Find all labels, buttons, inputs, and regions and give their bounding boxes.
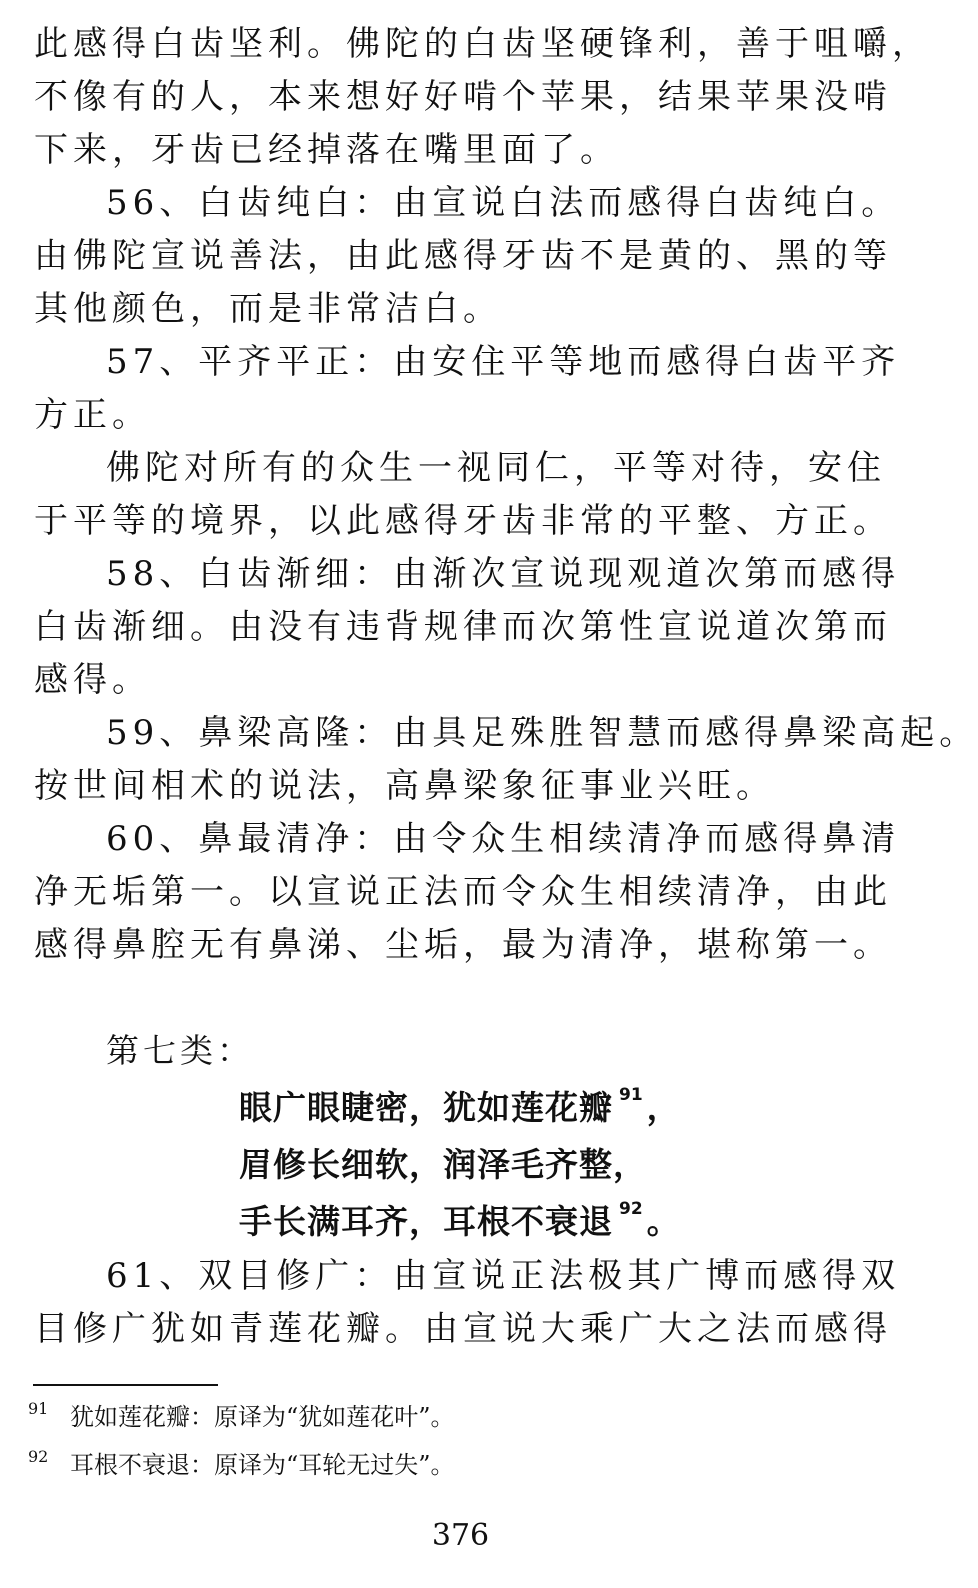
text-line: 不像有的人，本来想好好啃个苹果，结果苹果没啃 [34, 77, 892, 117]
footnotes [28, 1400, 888, 1496]
page-number: 376 [431, 1518, 490, 1553]
verse-text: 眼广眼睫密，犹如莲花瓣 [239, 1088, 613, 1127]
footnote-number: 92 [28, 1447, 49, 1466]
footnote-marker[interactable]: 92 [619, 1199, 643, 1219]
verse-line [34, 1079, 874, 1136]
verse-punct: 。 [646, 1202, 681, 1241]
footnote-number: 91 [28, 1399, 49, 1418]
text-line: 其他颜色，而是非常洁白。 [34, 289, 502, 329]
text-line: 57、平齐平正：由安住平等地而感得白齿平齐 [106, 342, 901, 382]
footnote-marker[interactable]: 91 [619, 1085, 643, 1105]
text-line: 目修广犹如青莲花瓣。由宣说大乘广大之法而感得 [34, 1309, 892, 1349]
footnote-item [28, 1448, 888, 1496]
text-line: 58、白齿渐细：由渐次宣说现观道次第而感得 [106, 554, 901, 594]
text-line: 白齿渐细。由没有违背规律而次第性宣说道次第而 [34, 607, 892, 647]
footnote-item [28, 1400, 888, 1448]
verse-line [34, 1193, 874, 1250]
text-line: 61、双目修广：由宣说正法极其广博而感得双 [106, 1256, 901, 1296]
text-line: 佛陀对所有的众生一视同仁，平等对待，安住 [106, 448, 886, 488]
footnote-text: 耳根不衰退：原译为“耳轮无过失”。 [70, 1451, 455, 1479]
text-line: 于平等的境界，以此感得牙齿非常的平整、方正。 [34, 501, 892, 541]
text-line: 净无垢第一。以宣说正法而令众生相续清净，由此 [34, 872, 892, 912]
verse-punct: ， [646, 1088, 681, 1127]
text-line: 感得。 [34, 660, 151, 700]
verse-text: 手长满耳齐，耳根不衰退 [239, 1202, 613, 1241]
text-line: 下来，牙齿已经掉落在嘴里面了。 [34, 130, 619, 170]
section-heading: 第七类： [106, 1031, 254, 1070]
verse-line: 眉修长细软，润泽毛齐整， [239, 1145, 647, 1184]
text-line: 此感得白齿坚利。佛陀的白齿坚硬锋利，善于咀嚼， [34, 24, 931, 64]
text-line: 方正。 [34, 395, 151, 435]
text-line: 59、鼻梁高隆：由具足殊胜智慧而感得鼻梁高起。 [106, 713, 978, 753]
footnote-text: 犹如莲花瓣：原译为“犹如莲花叶”。 [70, 1403, 455, 1431]
text-line: 56、白齿纯白：由宣说白法而感得白齿纯白。 [106, 183, 901, 223]
text-line: 感得鼻腔无有鼻涕、尘垢，最为清净，堪称第一。 [34, 925, 892, 965]
text-line: 由佛陀宣说善法，由此感得牙齿不是黄的、黑的等 [34, 236, 892, 276]
text-line: 60、鼻最清净：由令众生相续清净而感得鼻清 [106, 819, 901, 859]
text-line: 按世间相术的说法，高鼻梁象征事业兴旺。 [34, 766, 775, 806]
main-text [34, 18, 978, 1356]
footnote-divider [33, 1384, 218, 1386]
